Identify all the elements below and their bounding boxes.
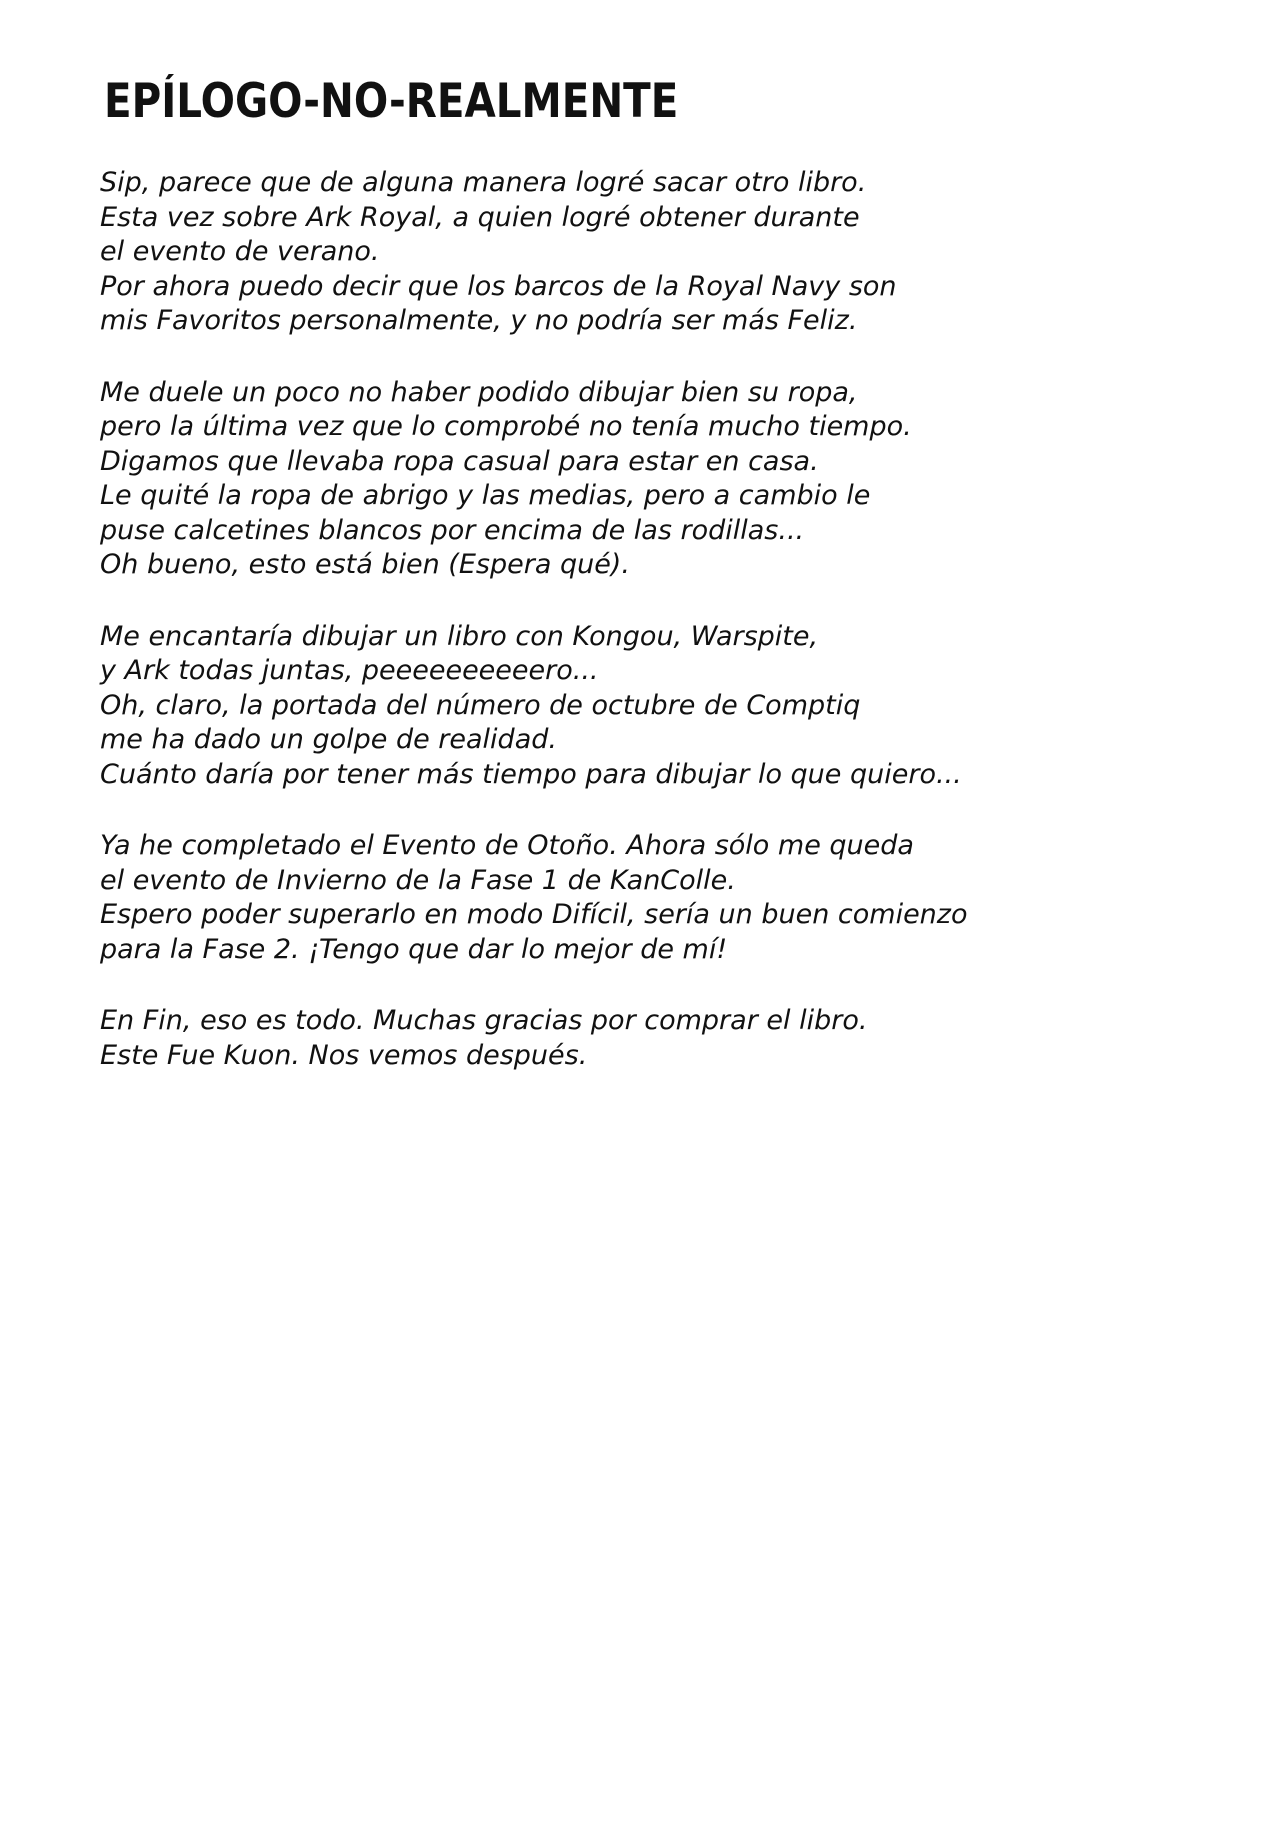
text-line: y Ark todas juntas, peeeeeeeeeero... bbox=[100, 655, 599, 686]
text-line: Me duele un poco no haber podido dibujar bien su ropa, bbox=[100, 376, 858, 408]
epilogue-body bbox=[100, 166, 1200, 1110]
paragraph-2 bbox=[100, 376, 1200, 583]
text-line: pero la última vez que lo comprobé no tenía mucho tiempo. bbox=[100, 411, 912, 442]
text-line: Digamos que llevaba ropa casual para estar en casa. bbox=[100, 445, 819, 477]
text-line: Oh, claro, la portada del número de octubre de Comptiq bbox=[100, 689, 861, 721]
page-title: EPÍLOGO-NO-REALMENTE bbox=[104, 74, 679, 129]
paragraph-4 bbox=[100, 829, 1200, 967]
text-line: Por ahora puedo decir que los barcos de la Royal Navy son bbox=[100, 270, 897, 302]
text-line: Espero poder superarlo en modo Difícil, sería un buen comienzo bbox=[100, 899, 968, 930]
text-line: Sip, parece que de alguna manera logré sacar otro libro. bbox=[100, 167, 867, 198]
text-line: mis Favoritos personalmente, y no podría ser más Feliz. bbox=[100, 305, 858, 336]
paragraph-5 bbox=[100, 1004, 1200, 1073]
text-line: Esta vez sobre Ark Royal, a quien logré obtener durante bbox=[100, 201, 860, 233]
text-line: el evento de verano. bbox=[100, 236, 380, 267]
paragraph-3 bbox=[100, 620, 1200, 793]
text-line: el evento de Invierno de la Fase 1 de KanColle. bbox=[100, 864, 736, 896]
text-line: Oh bueno, esto está bien (Espera qué). bbox=[100, 549, 630, 580]
text-line: puse calcetines blancos por encima de las rodillas... bbox=[100, 514, 805, 546]
text-line: Le quité la ropa de abrigo y las medias, pero a cambio le bbox=[100, 480, 871, 511]
paragraph-1 bbox=[100, 166, 1200, 339]
text-line: En Fin, eso es todo. Muchas gracias por comprar el libro. bbox=[100, 1005, 868, 1036]
text-line: Ya he completado el Evento de Otoño. Ahora sólo me queda bbox=[100, 830, 914, 861]
text-line: para la Fase 2. ¡Tengo que dar lo mejor de mí! bbox=[100, 933, 728, 965]
text-line: Me encantaría dibujar un libro con Kongou, Warspite, bbox=[100, 620, 819, 652]
text-line: me ha dado un golpe de realidad. bbox=[100, 724, 557, 755]
text-line: Cuánto daría por tener más tiempo para dibujar lo que quiero... bbox=[100, 758, 962, 790]
text-line: Este Fue Kuon. Nos vemos después. bbox=[100, 1039, 588, 1071]
